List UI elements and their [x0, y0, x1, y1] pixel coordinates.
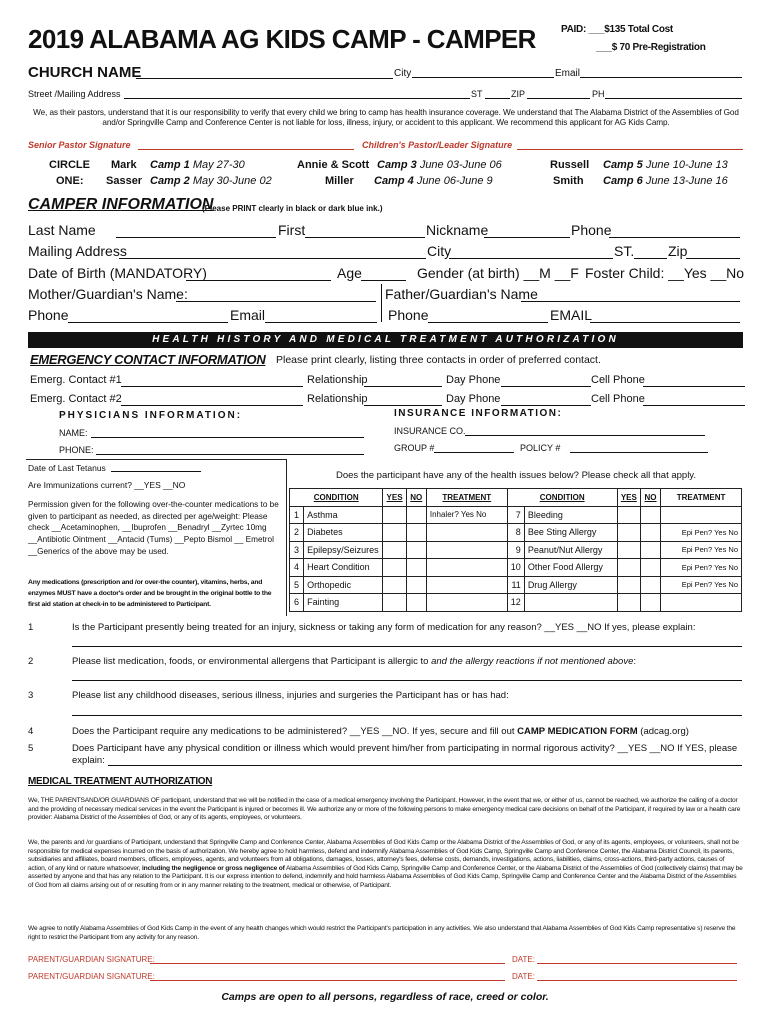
question-2-text: Please list medication, foods, or environmental allergens that Participant is allergic to and the allergy reactions if not mentioned above:	[72, 656, 636, 667]
pastor-disclaimer: We, as their pastors, understand that it is our responsibility to verify that every child we bring to camp has health insurance coverage. We understand that The Alabama District of the Assemblies of God and/or Springville Camp and Conference Center is not liable for loss, illness, injury, or accident to this applicant. We recommend this applicant for AG Kids Camp.	[33, 108, 739, 127]
camp-6-option[interactable]: Smith	[553, 175, 584, 187]
camp-1-option[interactable]: Mark	[111, 159, 137, 171]
emerg-cell-1-label: Cell Phone	[591, 374, 645, 386]
age-label: Age	[337, 265, 362, 281]
camp-5-option[interactable]: Russell	[550, 159, 590, 171]
condition-number: 2	[290, 524, 304, 542]
condition-name: Diabetes	[304, 524, 383, 542]
emerg-rel-1-label: Relationship	[307, 374, 368, 386]
insurance-co-label: INSURANCE CO.	[394, 426, 466, 436]
no-checkbox[interactable]	[406, 541, 426, 559]
no-checkbox[interactable]	[640, 524, 660, 542]
foster-child-field[interactable]: Foster Child: __Yes __No	[585, 265, 745, 281]
col-treatment-2: TREATMENT	[661, 489, 742, 507]
condition-number: 1	[290, 506, 304, 524]
date-2-field[interactable]	[537, 972, 737, 981]
condition-number: 7	[507, 506, 524, 524]
camper-zip-label: Zip	[668, 243, 688, 259]
tetanus-label: Date of Last Tetanus	[28, 463, 106, 473]
treatment-cell[interactable]	[661, 594, 742, 612]
camper-phone-label: Phone	[571, 222, 612, 238]
date-1-field[interactable]	[537, 955, 737, 964]
table-row	[290, 506, 742, 524]
mother-name-label: Mother/Guardian's Name:	[28, 286, 188, 302]
emerg-rel-2-field[interactable]	[364, 395, 442, 406]
emerg-day-2-label: Day Phone	[446, 393, 501, 405]
ph-label: PH	[592, 89, 605, 99]
treatment-cell[interactable]: Inhaler? Yes No	[426, 506, 507, 524]
question-3-text: Please list any childhood diseases, serious illness, injuries and surgeries the Participant has or has had:	[72, 690, 509, 701]
zip-label: ZIP	[511, 89, 526, 99]
title-camper: CAMPER	[426, 24, 536, 54]
nickname-label: Nickname	[426, 222, 489, 238]
treatment-cell[interactable]	[661, 506, 742, 524]
yes-checkbox[interactable]	[383, 541, 406, 559]
church-name-label: CHURCH NAME	[28, 64, 142, 81]
yes-checkbox[interactable]	[383, 594, 406, 612]
parent-sig-2-field[interactable]	[150, 972, 505, 981]
question-4-text: Does the Participant require any medications to be administered? __YES __NO. If yes, secure and fill out CAMP MEDICATION FORM (adcag.org)	[72, 726, 689, 737]
medical-heading: MEDICAL TREATMENT AUTHORIZATION	[28, 776, 213, 787]
street-label: Street /Mailing Address	[28, 89, 121, 99]
yes-checkbox[interactable]	[383, 524, 406, 542]
emerg-rel-1-field[interactable]	[364, 376, 442, 387]
emerg-contact-1-label: Emerg. Contact #1	[30, 374, 122, 386]
mother-phone-label: Phone	[28, 307, 69, 323]
date-1-label: DATE:	[512, 955, 535, 964]
col-no-2: NO	[640, 489, 660, 507]
col-yes-1: YES	[383, 489, 406, 507]
condition-number: 10	[507, 559, 524, 577]
insurance-heading: INSURANCE INFORMATION:	[394, 408, 563, 419]
emerg-contact-2-label: Emerg. Contact #2	[30, 393, 122, 405]
col-condition-1: CONDITION	[290, 489, 383, 507]
last-name-field[interactable]	[116, 224, 276, 238]
parent-sig-2-label: PARENT/GUARDIAN SIGNATURE:	[28, 972, 155, 981]
yes-checkbox[interactable]	[383, 506, 406, 524]
emerg-day-1-label: Day Phone	[446, 374, 501, 386]
question-1-text: Is the Participant presently being treated for an injury, sickness or taking any form of medication for any reason? __YES __NO If yes, please explain:	[72, 622, 696, 633]
table-row	[290, 559, 742, 577]
yes-checkbox[interactable]	[383, 576, 406, 594]
church-email-label: Email	[555, 68, 581, 79]
yes-checkbox[interactable]	[617, 506, 640, 524]
mother-email-label: Email	[230, 307, 266, 323]
no-checkbox[interactable]	[406, 594, 426, 612]
mother-phone-field[interactable]	[68, 309, 228, 323]
immunizations-field[interactable]: Are Immunizations current? __YES __NO	[28, 480, 186, 490]
emerg-cell-1-field[interactable]	[643, 376, 745, 387]
camper-st-field[interactable]	[634, 245, 667, 259]
condition-name: Orthopedic	[304, 576, 383, 594]
condition-name: Asthma	[304, 506, 383, 524]
condition-number: 9	[507, 541, 524, 559]
no-checkbox[interactable]	[640, 594, 660, 612]
title-main: 2019 ALABAMA AG KIDS CAMP -	[28, 24, 427, 54]
parent-sig-1-label: PARENT/GUARDIAN SIGNATURE:	[28, 955, 155, 964]
camper-zip-field[interactable]	[686, 245, 740, 259]
age-field[interactable]	[361, 267, 406, 281]
policy-field[interactable]	[570, 443, 708, 453]
policy-label: POLICY #	[520, 443, 561, 453]
mother-name-field[interactable]	[176, 288, 376, 302]
question-2-answer[interactable]	[72, 671, 742, 681]
first-name-label: First	[278, 222, 306, 238]
question-5-answer[interactable]	[108, 756, 742, 766]
question-3-answer[interactable]	[72, 706, 742, 716]
condition-name: Epilepsy/Seizures	[304, 541, 383, 559]
emergency-heading: EMERGENCY CONTACT INFORMATION	[30, 352, 266, 367]
treatment-cell[interactable]: Epi Pen? Yes No	[661, 559, 742, 577]
col-no-1: NO	[406, 489, 426, 507]
no-checkbox[interactable]	[406, 576, 426, 594]
camp-3-option[interactable]: Annie & Scott	[297, 159, 370, 171]
health-issues-table	[289, 488, 742, 612]
condition-number: 6	[290, 594, 304, 612]
condition-name: Fainting	[304, 594, 383, 612]
insurance-co-field[interactable]	[465, 426, 705, 436]
treatment-cell[interactable]: Epi Pen? Yes No	[661, 524, 742, 542]
treatment-cell[interactable]: Epi Pen? Yes No	[661, 541, 742, 559]
condition-name: Bleeding	[524, 506, 617, 524]
church-city-field[interactable]	[412, 68, 554, 78]
treatment-cell[interactable]	[426, 559, 507, 577]
col-treatment-1: TREATMENT	[426, 489, 507, 507]
church-email-field[interactable]	[580, 68, 742, 78]
emerg-contact-1-field[interactable]	[121, 376, 303, 387]
camper-city-label: City	[427, 243, 452, 259]
dob-label: Date of Birth (MANDATORY)	[28, 265, 207, 281]
question-5-explain: explain:	[72, 755, 105, 766]
question-5-number: 5	[28, 743, 34, 754]
yes-checkbox[interactable]	[617, 559, 640, 577]
question-1-answer[interactable]	[72, 637, 742, 647]
condition-name	[524, 594, 617, 612]
treatment-cell[interactable]	[426, 576, 507, 594]
mailing-address-label: Mailing Address	[28, 243, 127, 259]
parent-sig-1-field[interactable]	[150, 955, 505, 964]
health-question: Does the participant have any of the health issues below? Please check all that apply.	[336, 470, 696, 481]
camper-city-field[interactable]	[449, 245, 613, 259]
condition-number: 5	[290, 576, 304, 594]
treatment-cell[interactable]	[426, 541, 507, 559]
nickname-field[interactable]	[484, 224, 570, 238]
table-row	[290, 541, 742, 559]
camp-2-option[interactable]: Sasser	[106, 175, 143, 187]
emerg-cell-2-label: Cell Phone	[591, 393, 645, 405]
father-name-label: Father/Guardian's Name	[385, 286, 538, 302]
st-field[interactable]	[485, 89, 510, 99]
ph-field[interactable]	[605, 89, 742, 99]
condition-number: 12	[507, 594, 524, 612]
question-5-text: Does Participant have any physical condition or illness which would prevent him/her from participating in normal rigorous activity? __YES __NO If YES, please	[72, 743, 738, 754]
treatment-cell[interactable]	[426, 524, 507, 542]
group-label: GROUP #	[394, 443, 435, 453]
camper-st-label: ST.	[614, 243, 635, 259]
treatment-cell[interactable]: Epi Pen? Yes No	[661, 576, 742, 594]
camp-3-dates[interactable]: Camp 3 June 03-June 06	[377, 159, 502, 171]
table-row	[290, 576, 742, 594]
emerg-cell-2-field[interactable]	[643, 395, 745, 406]
father-phone-label: Phone	[388, 307, 429, 323]
health-banner: HEALTH HISTORY AND MEDICAL TREATMENT AUTHORIZATION	[28, 332, 743, 348]
question-3-number: 3	[28, 690, 34, 701]
church-name-field[interactable]	[136, 66, 393, 79]
total-cost: $135 Total Cost	[604, 24, 673, 35]
mother-email-field[interactable]	[265, 309, 377, 323]
no-checkbox[interactable]	[406, 559, 426, 577]
senior-pastor-sig-label: Senior Pastor Signature	[28, 140, 131, 150]
father-email-label: EMAIL	[550, 307, 593, 323]
group-field[interactable]	[434, 443, 514, 453]
question-4-number: 4	[28, 726, 34, 737]
camper-info-heading: CAMPER INFORMATION	[28, 196, 214, 213]
father-phone-field[interactable]	[428, 309, 548, 323]
no-checkbox[interactable]	[406, 524, 426, 542]
otc-permission[interactable]: Permission given for the following over-the-counter medications to be given to participant as needed, as directed per age/weight: Please check __Acetaminophen, __Ibuprofen __Benadryl __Zyrtec 10mg __Antibiotic Ointment __Antacid (Tums) __Pepto Bismol __ Emetrol __Generics of the above may be used.	[28, 500, 279, 556]
emerg-contact-2-field[interactable]	[121, 395, 303, 406]
camper-phone-field[interactable]	[609, 224, 740, 238]
camp-5-dates[interactable]: Camp 5 June 10-June 13	[603, 159, 728, 171]
medical-paragraph-2: We, the parents and /or guardians of Participant, understand that Springville Camp and Conference Center, Alabama Assemblies of God Kids Camp or the Alabama District of the Assemblies of God, or any of its agents, employees, or volunteers, shall not be responsible for medical expenses incurred on the basis of authorization. We hereby agree to hold harmless, defend and indemnify Alabama Assemblies of God Kids Camp, Springville Camp and Conference Center, the Alabama District Council, its parents, subsidiaries and affiliates, board members, officers, employees, agents, and volunteers from all obligations, damages, losses, attorney's fees, defense costs, demands, investigations, actions, liabilities, claims, cross-actions, third-party actions, causes of action, of any kind or nature whatsoever, including the negligence or gross negligence of Alabama Assemblies of God Kids Camp, Springville Camp and Conference Center, or the Alabama District of the Assemblies of God (collectively claims) that may be asserted by anyone and that has any relation to the Participant. It is our express intention to defend, indemnify and hold harmless Alabama Assemblies of God Kids Camp, Springville Camp and Conference Center and the Alabama District of the Assemblies of God from all claims arising out of or resulting from or in any manner relating to the treatment, medical or otherwise, of Participant.	[28, 839, 743, 889]
st-label: ST	[471, 89, 483, 99]
dob-field[interactable]	[186, 267, 331, 281]
emergency-note: Please print clearly, listing three contacts in order of preferred contact.	[276, 354, 601, 366]
emerg-day-2-field[interactable]	[501, 395, 591, 406]
camp-6-dates[interactable]: Camp 6 June 13-June 16	[603, 175, 728, 187]
table-row	[290, 594, 742, 612]
any-meds-note: Any medications (prescription and /or over-the counter), vitamins, herbs, and enzymes MUST have a doctor's order and be brought in the original bottle to the first aid station at check-in to be administered to Participant.	[28, 579, 272, 609]
physician-name-label: NAME:	[59, 428, 88, 438]
condition-name: Drug Allergy	[524, 576, 617, 594]
yes-checkbox[interactable]	[617, 524, 640, 542]
tetanus-field[interactable]	[111, 463, 201, 472]
yes-checkbox[interactable]	[383, 559, 406, 577]
camp-2-dates[interactable]: Camp 2 May 30-June 02	[150, 175, 272, 187]
condition-name: Bee Sting Allergy	[524, 524, 617, 542]
physician-phone-field[interactable]	[96, 445, 364, 455]
camp-1-dates[interactable]: Camp 1 May 27-30	[150, 159, 245, 171]
table-header-row	[290, 489, 742, 507]
condition-name: Other Food Allergy	[524, 559, 617, 577]
circle-one-label: ONE:	[56, 175, 84, 187]
condition-number: 4	[290, 559, 304, 577]
emerg-day-1-field[interactable]	[501, 376, 591, 387]
physician-phone-label: PHONE:	[59, 445, 94, 455]
col-condition-2: CONDITION	[507, 489, 617, 507]
medical-paragraph-3: We agree to notify Alabama Assemblies of God Kids Camp in the event of any health changes which would restrict the Participant's participation in any activities. We also understand that Alabama Assemblies of God Kids Camp representative s) reserve the right to restrict the Participant from any activity for any reason.	[28, 925, 736, 941]
camp-4-option[interactable]: Miller	[325, 175, 354, 187]
col-yes-2: YES	[617, 489, 640, 507]
first-name-field[interactable]	[305, 224, 425, 238]
question-2-number: 2	[28, 656, 34, 667]
condition-number: 11	[507, 576, 524, 594]
church-city-label: City	[394, 68, 412, 79]
yes-checkbox[interactable]	[617, 541, 640, 559]
footer-note: Camps are open to all persons, regardless of race, creed or color.	[221, 991, 549, 1003]
camper-info-note: (Please PRINT clearly in black or dark blue ink.)	[202, 204, 383, 213]
no-checkbox[interactable]	[406, 506, 426, 524]
father-email-field[interactable]	[590, 309, 740, 323]
parent-divider	[381, 284, 382, 322]
physician-name-field[interactable]	[91, 428, 364, 438]
yes-checkbox[interactable]	[617, 576, 640, 594]
childrens-pastor-sig-label: Children's Pastor/Leader Signature	[362, 140, 513, 150]
last-name-label: Last Name	[28, 222, 96, 238]
prereg-line: ___$ 70 Pre-Registration	[596, 42, 706, 53]
question-1-number: 1	[28, 622, 34, 633]
street-field[interactable]	[124, 89, 470, 99]
gender-field[interactable]: Gender (at birth) __M __F	[417, 265, 579, 281]
medical-paragraph-1: We, THE PARENTSAND/OR GUARDIANS OF participant, understand that we will be notified in the case of a medical emergency involving the Participant. However, in the event that we, or either of us, cannot be reached, we authorize the calling of a doctor and the providing of necessary medical services in the event the Participant is injured or becomes ill. We authorize any or more of the following persons to make emergency medical care decisions on behalf of the Participant, if required by law or a health care provider: Alabama District of the Assemblies of God, or any of its agents, employees, or volunteers.	[28, 797, 741, 822]
date-2-label: DATE:	[512, 972, 535, 981]
form-title	[28, 24, 536, 55]
treatment-cell[interactable]	[426, 594, 507, 612]
table-row	[290, 524, 742, 542]
no-checkbox[interactable]	[640, 576, 660, 594]
paid-block: PAID: ___$135 Total Cost	[561, 24, 673, 35]
condition-number: 8	[507, 524, 524, 542]
camp-4-dates[interactable]: Camp 4 June 06-June 9	[374, 175, 493, 187]
father-name-field[interactable]	[521, 288, 740, 302]
condition-name: Peanut/Nut Allergy	[524, 541, 617, 559]
circle-label: CIRCLE	[49, 159, 90, 171]
senior-pastor-sig-field[interactable]	[138, 140, 354, 150]
condition-name: Heart Condition	[304, 559, 383, 577]
childrens-pastor-sig-field[interactable]	[517, 140, 743, 150]
yes-checkbox[interactable]	[617, 594, 640, 612]
emerg-rel-2-label: Relationship	[307, 393, 368, 405]
zip-field[interactable]	[527, 89, 590, 99]
mailing-address-field[interactable]	[119, 245, 426, 259]
physicians-heading: PHYSICIANS INFORMATION:	[59, 410, 243, 421]
no-checkbox[interactable]	[640, 559, 660, 577]
no-checkbox[interactable]	[640, 541, 660, 559]
condition-number: 3	[290, 541, 304, 559]
no-checkbox[interactable]	[640, 506, 660, 524]
